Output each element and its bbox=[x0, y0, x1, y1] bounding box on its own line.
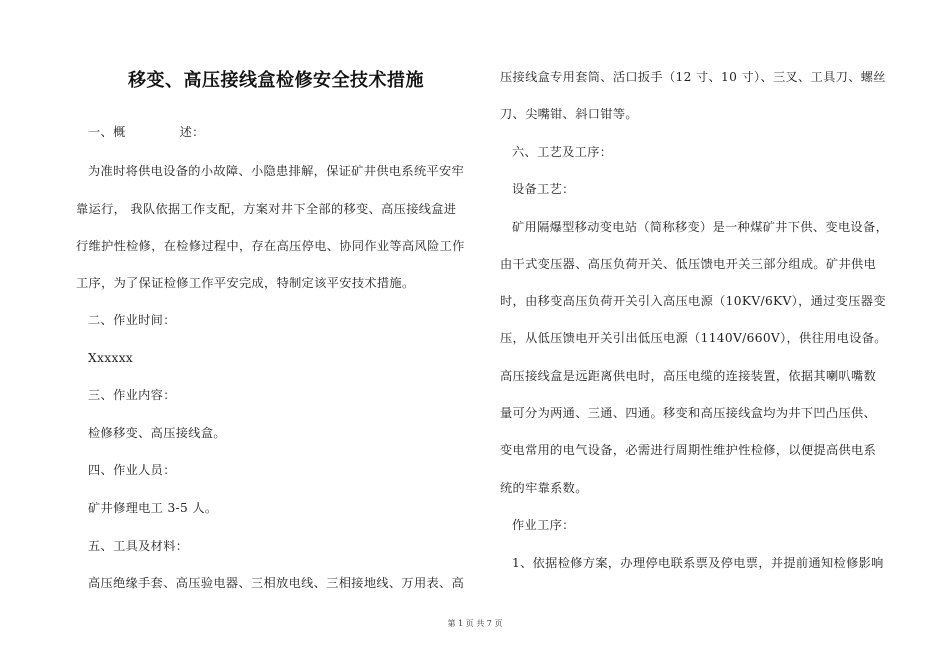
section-2-value: Xxxxxx bbox=[88, 351, 134, 365]
paragraph-line: 统的牢靠系数。 bbox=[500, 481, 588, 495]
section-4-heading: 四、作业人员： bbox=[88, 463, 176, 477]
section-3-value: 检修移变、高压接线盒。 bbox=[88, 426, 226, 440]
paragraph-line: 压，从低压馈电开关引出低压电源（1140V/660V），供往用电设备。 bbox=[500, 331, 887, 345]
section-1-heading bbox=[88, 124, 205, 140]
step-1-line: 1、依据检修方案，办理停电联系票及停电票，并提前通知检修影响 bbox=[512, 556, 884, 570]
subheading-process: 设备工艺： bbox=[512, 182, 575, 196]
paragraph-line: 压接线盒专用套筒、活口扳手（12 寸、10 寸）、三叉、工具刀、螺丝 bbox=[500, 70, 886, 84]
section-6-heading: 六、工艺及工序： bbox=[512, 145, 613, 159]
paragraph-line: 为准时将供电设备的小故障、小隐患排解，保证矿井供电系统平安牢 bbox=[88, 164, 465, 178]
paragraph-line: 工序，为了保证检修工作平安完成，特制定该平安技术措施。 bbox=[76, 276, 415, 290]
section-3-heading: 三、作业内容： bbox=[88, 388, 176, 402]
document-title: 移变、高压接线盒检修安全技术措施 bbox=[128, 70, 424, 91]
paragraph-line: 矿用隔爆型移动变电站（简称移变）是一种煤矿井下供、变电设备， bbox=[512, 220, 889, 234]
paragraph-line: 刀、尖嘴钳、斜口钳等。 bbox=[500, 107, 638, 121]
section-1-heading-b: 述： bbox=[179, 125, 205, 139]
paragraph-line: 行维护性检修，在检修过程中，存在高压停电、协同作业等高风险工作 bbox=[76, 239, 465, 253]
section-5-heading: 五、工具及材料： bbox=[88, 539, 189, 553]
paragraph-line: 由干式变压器、高压负荷开关、低压馈电开关三部分组成。矿井供电 bbox=[500, 257, 877, 271]
paragraph-line: 量可分为两通、三通、四通。移变和高压接线盒均为井下凹凸压供、 bbox=[500, 406, 877, 420]
paragraph-line: 高压接线盒是远距离供电时，高压电缆的连接装置，依据其喇叭嘴数 bbox=[500, 369, 877, 383]
section-1-heading-a: 一、概 bbox=[88, 125, 126, 139]
section-4-value: 矿井修理电工 3-5 人。 bbox=[88, 501, 218, 515]
paragraph-line: 变电常用的电气设备，必需进行周期性维护性检修，以便提高供电系 bbox=[500, 443, 877, 457]
paragraph-line: 靠运行， 我队依据工作支配，方案对井下全部的移变、高压接线盒进 bbox=[76, 202, 457, 216]
paragraph-line: 时，由移变高压负荷开关引入高压电源（10KV/6KV），通过变压器变 bbox=[500, 294, 886, 308]
page-footer: 第 1 页 共 7 页 bbox=[447, 619, 503, 628]
subheading-steps: 作业工序： bbox=[512, 518, 575, 532]
section-2-heading: 二、作业时间： bbox=[88, 313, 176, 327]
section-5-value: 高压绝缘手套、高压验电器、三相放电线、三相接地线、万用表、高 bbox=[88, 576, 465, 590]
